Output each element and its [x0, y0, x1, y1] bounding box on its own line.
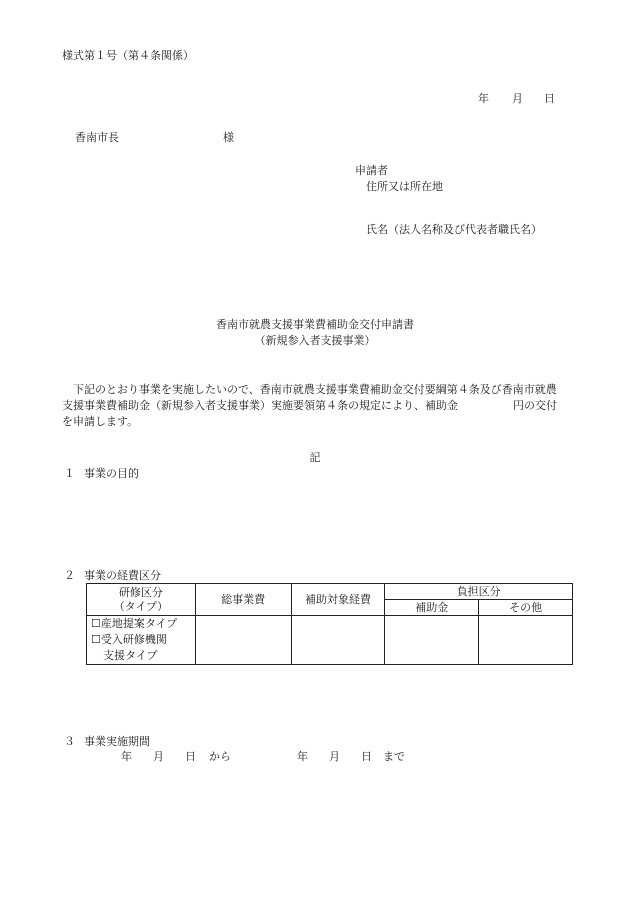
- section-2-title: 事業の経費区分: [84, 569, 161, 582]
- ki-heading: 記: [309, 451, 321, 464]
- period-from: から: [209, 750, 231, 763]
- section-3-title: 事業実施期間: [84, 735, 150, 748]
- address-label: 住所又は所在地: [366, 180, 443, 193]
- header-subsidy: 補助金: [385, 600, 479, 616]
- other-cell[interactable]: [479, 616, 573, 665]
- section-3-number: ３: [64, 735, 75, 748]
- form-number: 様式第１号（第４条関係）: [62, 49, 194, 62]
- application-body: [62, 382, 557, 430]
- applicant-label: 申請者: [355, 164, 388, 177]
- addressee-name: 香南市長: [75, 131, 119, 144]
- type-option-2-cont: 支援タイプ: [103, 649, 158, 662]
- title-line-1: 香南市就農支援事業費補助金交付申請書: [216, 318, 414, 331]
- total-cost-cell[interactable]: [195, 616, 291, 665]
- type-option-2[interactable]: ☐受入研修機関: [91, 633, 167, 646]
- header-training-line-1: 研修区分: [118, 585, 163, 599]
- header-other: その他: [479, 600, 573, 616]
- body-line-3: を申請します。: [62, 415, 139, 428]
- end-month: 月: [329, 750, 340, 763]
- date-year: 年: [478, 92, 489, 105]
- header-training-type: [87, 584, 196, 616]
- header-eligible-cost: 補助対象経費: [291, 584, 385, 616]
- addressee-honorific: 様: [223, 131, 234, 144]
- start-year: 年: [121, 750, 132, 763]
- implementation-period: [121, 750, 405, 764]
- training-type-cell: [87, 616, 196, 665]
- section-2-number: ２: [64, 569, 75, 582]
- name-label: 氏名（法人名称及び代表者職氏名）: [366, 223, 542, 236]
- document-title: [0, 317, 630, 349]
- section-3-heading: [64, 735, 150, 749]
- application-date: [478, 92, 555, 106]
- date-month: 月: [512, 92, 523, 105]
- body-line-1: 下記のとおり事業を実施したいので、香南市就農支援事業費補助金交付要綱第４条及び香南市就農: [62, 383, 557, 396]
- end-day: 日: [361, 750, 372, 763]
- section-2-heading: [64, 569, 161, 583]
- period-to: まで: [383, 750, 405, 763]
- start-day: 日: [185, 750, 196, 763]
- header-total-cost: 総事業費: [195, 584, 291, 616]
- type-option-1[interactable]: ☐産地提案タイプ: [91, 617, 178, 630]
- header-burden: 負担区分: [385, 584, 573, 600]
- body-line-2: 支援事業費補助金（新規参入者支援事業）実施要領第４条の規定により、補助金 円の交付: [62, 399, 557, 412]
- eligible-cost-cell[interactable]: [291, 616, 385, 665]
- section-1-title: 事業の目的: [84, 467, 139, 480]
- subsidy-cell[interactable]: [385, 616, 479, 665]
- section-1-heading: [64, 467, 139, 481]
- start-month: 月: [153, 750, 164, 763]
- section-1-number: １: [64, 467, 75, 480]
- expense-table: [86, 583, 573, 665]
- date-day: 日: [544, 92, 555, 105]
- end-year: 年: [297, 750, 308, 763]
- addressee: [75, 131, 234, 145]
- title-line-2: （新規参入者支援事業）: [254, 334, 376, 347]
- header-training-line-2: （タイプ）: [113, 599, 169, 613]
